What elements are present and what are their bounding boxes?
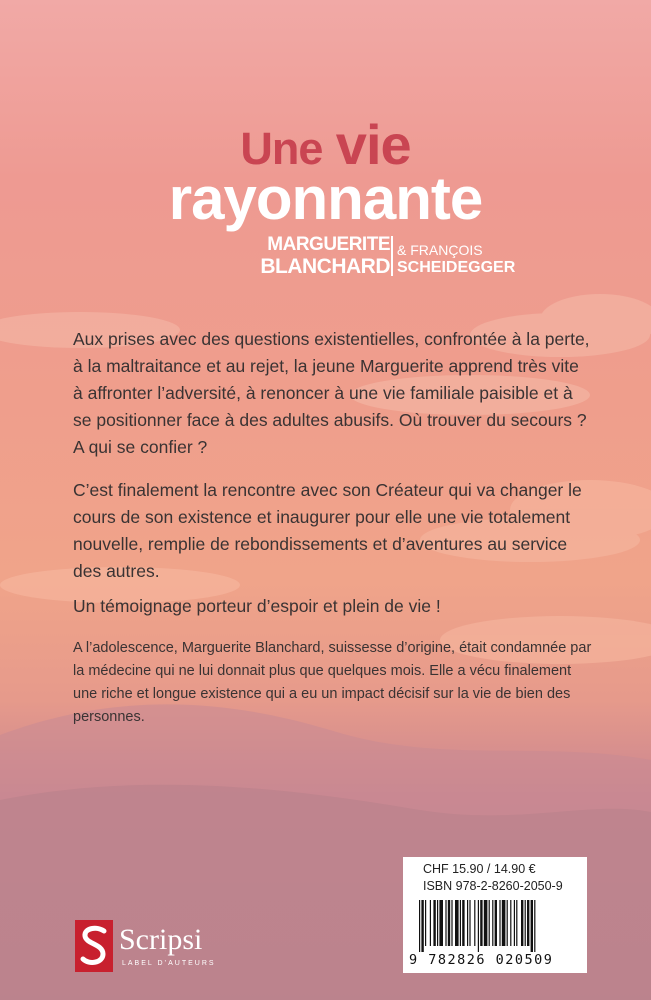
barcode-bar xyxy=(469,900,470,946)
price: CHF 15.90 / 14.90 € xyxy=(423,862,536,876)
barcode-bar xyxy=(425,900,426,946)
barcode-label xyxy=(403,857,587,973)
barcode-bar xyxy=(484,900,488,946)
barcode-bar xyxy=(492,900,493,946)
barcode-bar xyxy=(527,900,529,946)
barcode-digits: 9 782826 020509 xyxy=(409,952,554,968)
barcode-bar xyxy=(516,900,517,946)
barcode-bar xyxy=(521,900,523,946)
publisher-logo xyxy=(75,920,245,980)
barcode-bar xyxy=(495,900,497,946)
barcode-bar xyxy=(448,900,450,946)
publisher-s-icon xyxy=(75,920,113,972)
author-bio: A l’adolescence, Marguerite Blanchard, suissesse d’origine, était condamnée par la médecine qui ne lui donnait plus que quelques mois. Elle a vécu finalement une riche et longue existence qui a eu un impact décisif sur la vie de bien des personnes. xyxy=(73,640,592,725)
barcode-bar xyxy=(433,900,435,946)
authors-divider xyxy=(391,236,393,276)
barcode-bar xyxy=(467,900,468,946)
barcode-bar xyxy=(534,900,535,952)
barcode-bar xyxy=(455,900,459,946)
barcode-bar xyxy=(437,900,438,946)
author-2-first-name: & FRANÇOIS xyxy=(397,242,483,258)
barcode-bar xyxy=(507,900,508,946)
barcode-bar xyxy=(480,900,482,946)
barcode-bars xyxy=(417,900,575,952)
isbn: ISBN 978-2-8260-2050-9 xyxy=(423,879,563,893)
barcode-bar xyxy=(460,900,461,946)
barcode-bar xyxy=(419,900,420,952)
barcode-bar xyxy=(478,900,479,952)
publisher-name: Scripsi xyxy=(119,923,203,956)
author-1-last-name: BLANCHARD xyxy=(260,255,390,278)
author-2-last-name: SCHEIDEGGER xyxy=(397,259,516,276)
title-word-vie: vie xyxy=(335,113,411,176)
barcode-bar xyxy=(474,900,475,946)
blurb-paragraph-1: Aux prises avec des questions existentielles, confrontée à la perte, à la maltraitance et au rejet, la jeune Marguerite apprend très vite à affronter l’adversité, à renoncer à une vie familiale paisible et à se positionner face à des adultes abusifs. Où trouver du secours ? A qui se confier ? xyxy=(73,329,590,457)
barcode-bar xyxy=(462,900,464,946)
barcode-bar xyxy=(531,900,533,952)
barcode-bar xyxy=(451,900,452,946)
author-1 xyxy=(260,234,390,278)
barcode-bar xyxy=(430,900,431,946)
blurb-paragraph-2: C’est finalement la rencontre avec son Créateur qui va changer le cours de son existence et inaugurer pour elle une vie totalement nouvelle, remplie de rebondissements et d’aventures au service des autres. xyxy=(73,480,582,581)
barcode-bar xyxy=(439,900,443,946)
barcode-bar xyxy=(499,900,500,946)
blurb-tagline: Un témoignage porteur d’espoir et plein de vie ! xyxy=(73,596,441,616)
author-2 xyxy=(397,241,515,277)
barcode-bar xyxy=(445,900,446,946)
barcode-bar xyxy=(525,900,526,946)
barcode-bar xyxy=(421,900,423,952)
barcode-bar xyxy=(510,900,511,946)
publisher-tagline: LABEL D’AUTEURS xyxy=(122,960,216,967)
barcode-bar xyxy=(489,900,490,946)
author-1-first-name: MARGUERITE xyxy=(267,234,390,255)
authors-block xyxy=(240,234,540,280)
title-word-une: Une xyxy=(240,123,323,174)
title-line-2: rayonnante xyxy=(168,165,483,232)
barcode-bar xyxy=(502,900,506,946)
barcode-bar xyxy=(514,900,515,946)
